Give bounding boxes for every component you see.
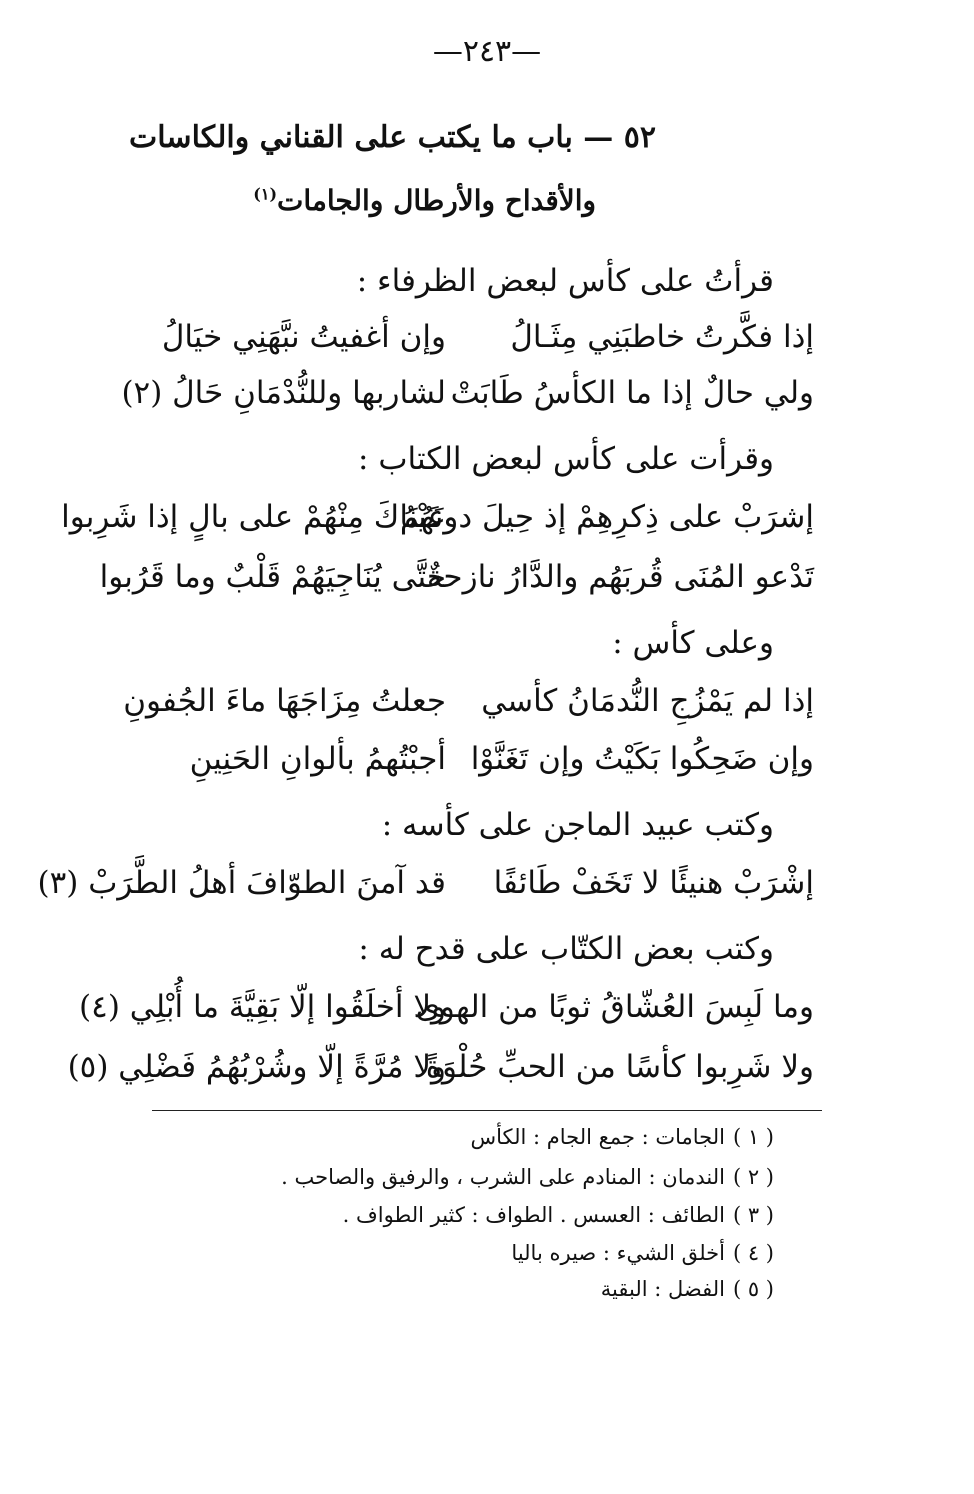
footnote-text: الطائف : العسس . الطواف : كثير الطواف . [342,1203,725,1227]
verse-second-half: أجبْتُهمُ بألوانِ الحَنِينِ [189,741,446,777]
verse-second-half: عَيْنَاكَ مِنْهُمْ على بالٍ إذا شَرِبوا [61,499,446,535]
verse-first-half: تَدْعو المُنَى قُربَهُم والدَّارُ نازحةٌ [426,559,814,595]
footnote-separator [152,1110,822,1111]
verse-first-half: ولا شَرِبوا كأسًا من الحبِّ حُلْوَةً [425,1049,814,1085]
footnote-number: ( ١ ) [732,1125,774,1149]
verse-second-half: لشاربها وللنُّدْمَانِ حَالُ (٢) [121,375,446,411]
intro-line: قرأتُ على كأس لبعض الظرفاء : [356,263,774,299]
intro-line: وكتب عبيد الماجن على كأسه : [381,807,774,843]
chapter-subtitle-text: والأقداح والأرطال والجامات [277,184,596,217]
footnote-text: الندمان : المنادم على الشرب ، والرفيق والصاحب . [281,1165,725,1189]
verse-first-half: إشْرَبْ هنيئًا لا تَخَفْ طَائفًا [493,865,814,901]
verse-second-half: ولا أخلَقُوا إلّا بَقِيَّةَ ما أُبْلِي (٤) [79,989,446,1025]
footnote-number: ( ٤ ) [732,1241,774,1265]
footnote-number: ( ٢ ) [732,1165,774,1189]
verse-second-half: ولا مُرَّةً إلّا وشُرْبُهُمُ فَضْلِي (٥) [67,1049,446,1085]
verse-second-half: جعلتُ مِزَاجَهَا ماءَ الجُفونِ [123,683,446,719]
intro-line: وقرأت على كأس لبعض الكتاب : [358,441,774,477]
footnote-text: الجامات : جمع الجام : الكأس [470,1125,725,1149]
verse-first-half: إشرَبْ على ذِكرِهِمْ إذ حِيلَ دونَهُمُ [399,499,814,535]
footnote [281,1166,774,1189]
verse-second-half: قد آمنَ الطوّافَ أهلُ الطَّرَبْ (٣) [37,865,446,901]
footnote-number: ( ٥ ) [732,1277,774,1301]
intro-line: وعلى كأس : [612,625,774,661]
footnote [511,1242,774,1265]
chapter-title: ٥٢ — باب ما يكتب على القناني والكاسات [129,120,656,155]
verse-first-half: ولي حالٌ إذا ما الكأسُ طَابَتْ [450,375,814,411]
chapter-subtitle-note: (١) [253,184,278,204]
footnote [601,1278,774,1301]
verse-second-half: حتَّى يُنَاجِيَهُمْ قَلْبٌ وما قَرُبوا [99,559,446,595]
footnote-number: ( ٣ ) [732,1203,774,1227]
chapter-subtitle [253,184,596,217]
verse-first-half: إذا لم يَمْزُجِ النُّدمَانُ كأسي [481,683,814,719]
footnote [343,1204,774,1227]
verse-first-half: إذا فكَّرتُ خاطبَنِي مِثَـالُ [510,319,814,355]
footnote-text: الفضل : البقية [600,1277,725,1301]
verse-second-half: وإن أغفيتُ نبَّهَنِي خيَالُ [161,319,446,355]
verse-first-half: وما لَبِسَ العُشّاقُ ثوبًا من الهوى [415,989,814,1025]
footnote [470,1126,774,1149]
page-number: —٢٤٣— [432,34,542,69]
verse-first-half: وإن ضَحِكُوا بَكَيْتُ وإن تَغَنَّوْا [470,741,814,777]
footnote-text: أخلق الشيء : صيره باليا [511,1241,725,1265]
intro-line: وكتب بعض الكتّاب على قدح له : [358,931,774,967]
